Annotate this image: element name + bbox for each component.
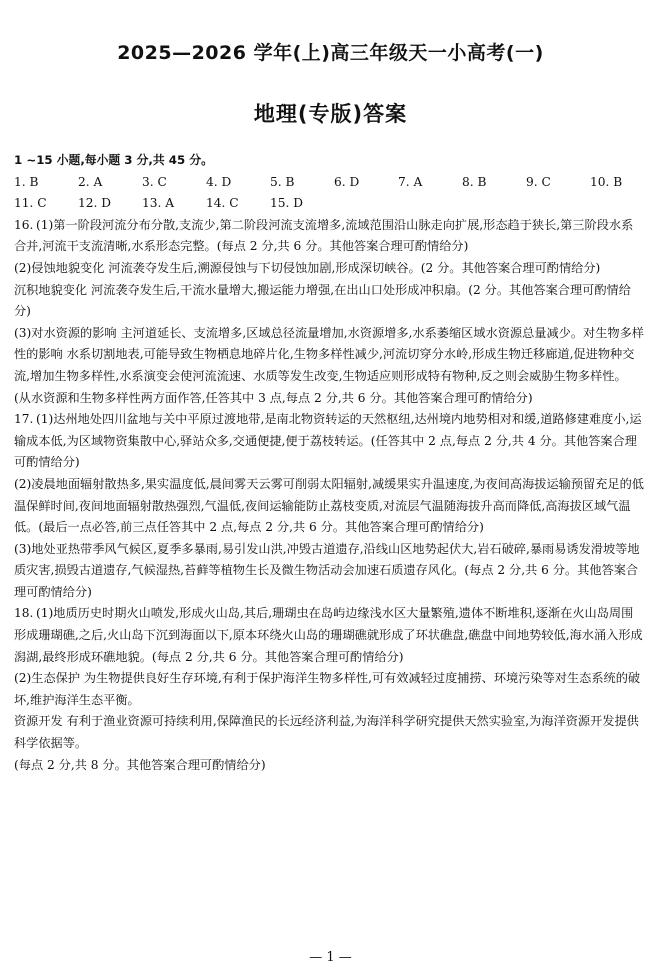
mc-answer: 4. D [206,174,232,189]
q17-part2: (2)凌晨地面辐射散热多,果实温度低,晨间雾天云雾可削弱太阳辐射,减缓果实升温速度,为夜间高海拔运输预留充足的低温保鲜时间,夜间地面辐射散热强烈,气温低,夜间运输能防止荔枝变质,对流层气温随海拔升高而降低,高海拔区域气温低。(最后一点必答,前三点任答其中 2 点,每点 2 分,共 6 分。其他答案合理可酌情给分) [14,476,644,535]
mc-answer: 5. B [270,174,295,189]
mc-answer-row-2 [14,193,644,215]
mc-answer: 1. B [14,174,39,189]
q17-number: 17. [14,412,34,427]
q18-part1 [14,603,644,668]
q17-part1-text: (1)达州地处四川盆地与关中平原过渡地带,是南北物资转运的天然枢纽,达州境内地势相对和缓,道路修建难度小,运输成本低,为区域物资集散中心,驿站众多,交通便捷,便于荔枝转运。(任答其中 2 点,每点 2 分,共 4 分。其他答案合理可酌情给分) [14,412,642,470]
q18-part1-text: (1)地质历史时期火山喷发,形成火山岛,其后,珊瑚虫在岛屿边缘浅水区大量繁殖,遗体不断堆积,逐渐在火山岛周围形成珊瑚礁,之后,火山岛下沉到海面以下,原本环绕火山岛的珊瑚礁就形成了环状礁盘,礁盘中间地势较低,海水涌入形成潟湖,最终形成环礁地貌。(每点 2 分,共 6 分。其他答案合理可酌情给分) [14,606,643,664]
page-number: — 1 — [309,950,352,965]
q17-part3: (3)地处亚热带季风气候区,夏季多暴雨,易引发山洪,冲毁古道遗存,沿线山区地势起伏大,岩石破碎,暴雨易诱发滑坡等地质灾害,损毁古道遗存,气候湿热,苔藓等植物生长及微生物活动会加速石质遗存风化。(每点 2 分,共 6 分。其他答案合理可酌情给分) [14,541,640,599]
q16-part2: (2)侵蚀地貌变化 河流袭夺发生后,溯源侵蚀与下切侵蚀加剧,形成深切峡谷。(2 分。其他答案合理可酌情给分) [14,260,601,275]
q17-part1 [14,409,644,474]
mc-answer: 7. A [398,174,423,189]
mc-answer: 13. A [142,196,175,211]
mc-answer: 6. D [334,174,360,189]
mc-answer: 10. B [590,174,623,189]
answer-content [14,150,644,776]
q18-part2: (2)生态保护 为生物提供良好生存环境,有利于保护海洋生物多样性,可有效减轻过度捕捞、环境污染等对生态系统的破坏,维护海洋生态平衡。 [14,671,641,707]
q16-part1 [14,215,644,258]
q16-part1-text: (1)第一阶段河流分布分散,支流少,第二阶段河流支流增多,流域范围沿山脉走向扩展,形态趋于狭长,第三阶段水系合并,河流干支流清晰,水系形态完整。(每点 2 分,共 6 分。其他答案合理可酌情给分) [14,217,634,254]
mc-answer: 3. C [142,174,167,189]
q16-part2b: 沉积地貌变化 河流袭夺发生后,干流水量增大,搬运能力增强,在出山口处形成冲积扇。(2 分。其他答案合理可酌情给分) [14,282,631,319]
mc-answer: 11. C [14,196,47,211]
q16-scoring: (从水资源和生物多样性两方面作答,任答其中 3 点,每点 2 分,共 6 分。其他答案合理可酌情给分) [14,390,533,405]
mc-answer: 15. D [270,196,304,211]
page-subtitle: 地理(专版)答案 [253,102,408,126]
mc-answer: 9. C [526,174,551,189]
mc-answer: 14. C [206,196,239,211]
q18-part2b: 资源开发 有利于渔业资源可持续利用,保障渔民的长远经济利益,为海洋科学研究提供天然实验室,为海洋资源开发提供科学依据等。 [14,714,639,751]
mc-answer: 8. B [462,174,487,189]
mc-answer: 12. D [78,196,112,211]
mc-answer-row-1 [14,172,644,194]
q18-scoring: (每点 2 分,共 8 分。其他答案合理可酌情给分) [14,757,266,772]
mc-summary: 1 ~15 小题,每小题 3 分,共 45 分。 [14,153,213,167]
q16-part3: (3)对水资源的影响 主河道延长、支流增多,区域总径流量增加,水资源增多,水系萎缩区域水资源总量减少。对生物多样性的影响 水系切割地表,可能导致生物栖息地碎片化,生物多样性减少,河流切穿分水岭,形成生物迁移廊道,促进物种交流,增加生物多样性,水系演变会使河流流速、水质等发生改变,生物适应则形成特有物种,反之则会威胁生物多样性。 [14,325,644,383]
mc-answer: 2. A [78,174,103,189]
q18-number: 18. [14,606,34,621]
q16-number: 16. [14,217,34,232]
page-title: 2025—2026 学年(上)高三年级天一小高考(一) [117,42,544,64]
